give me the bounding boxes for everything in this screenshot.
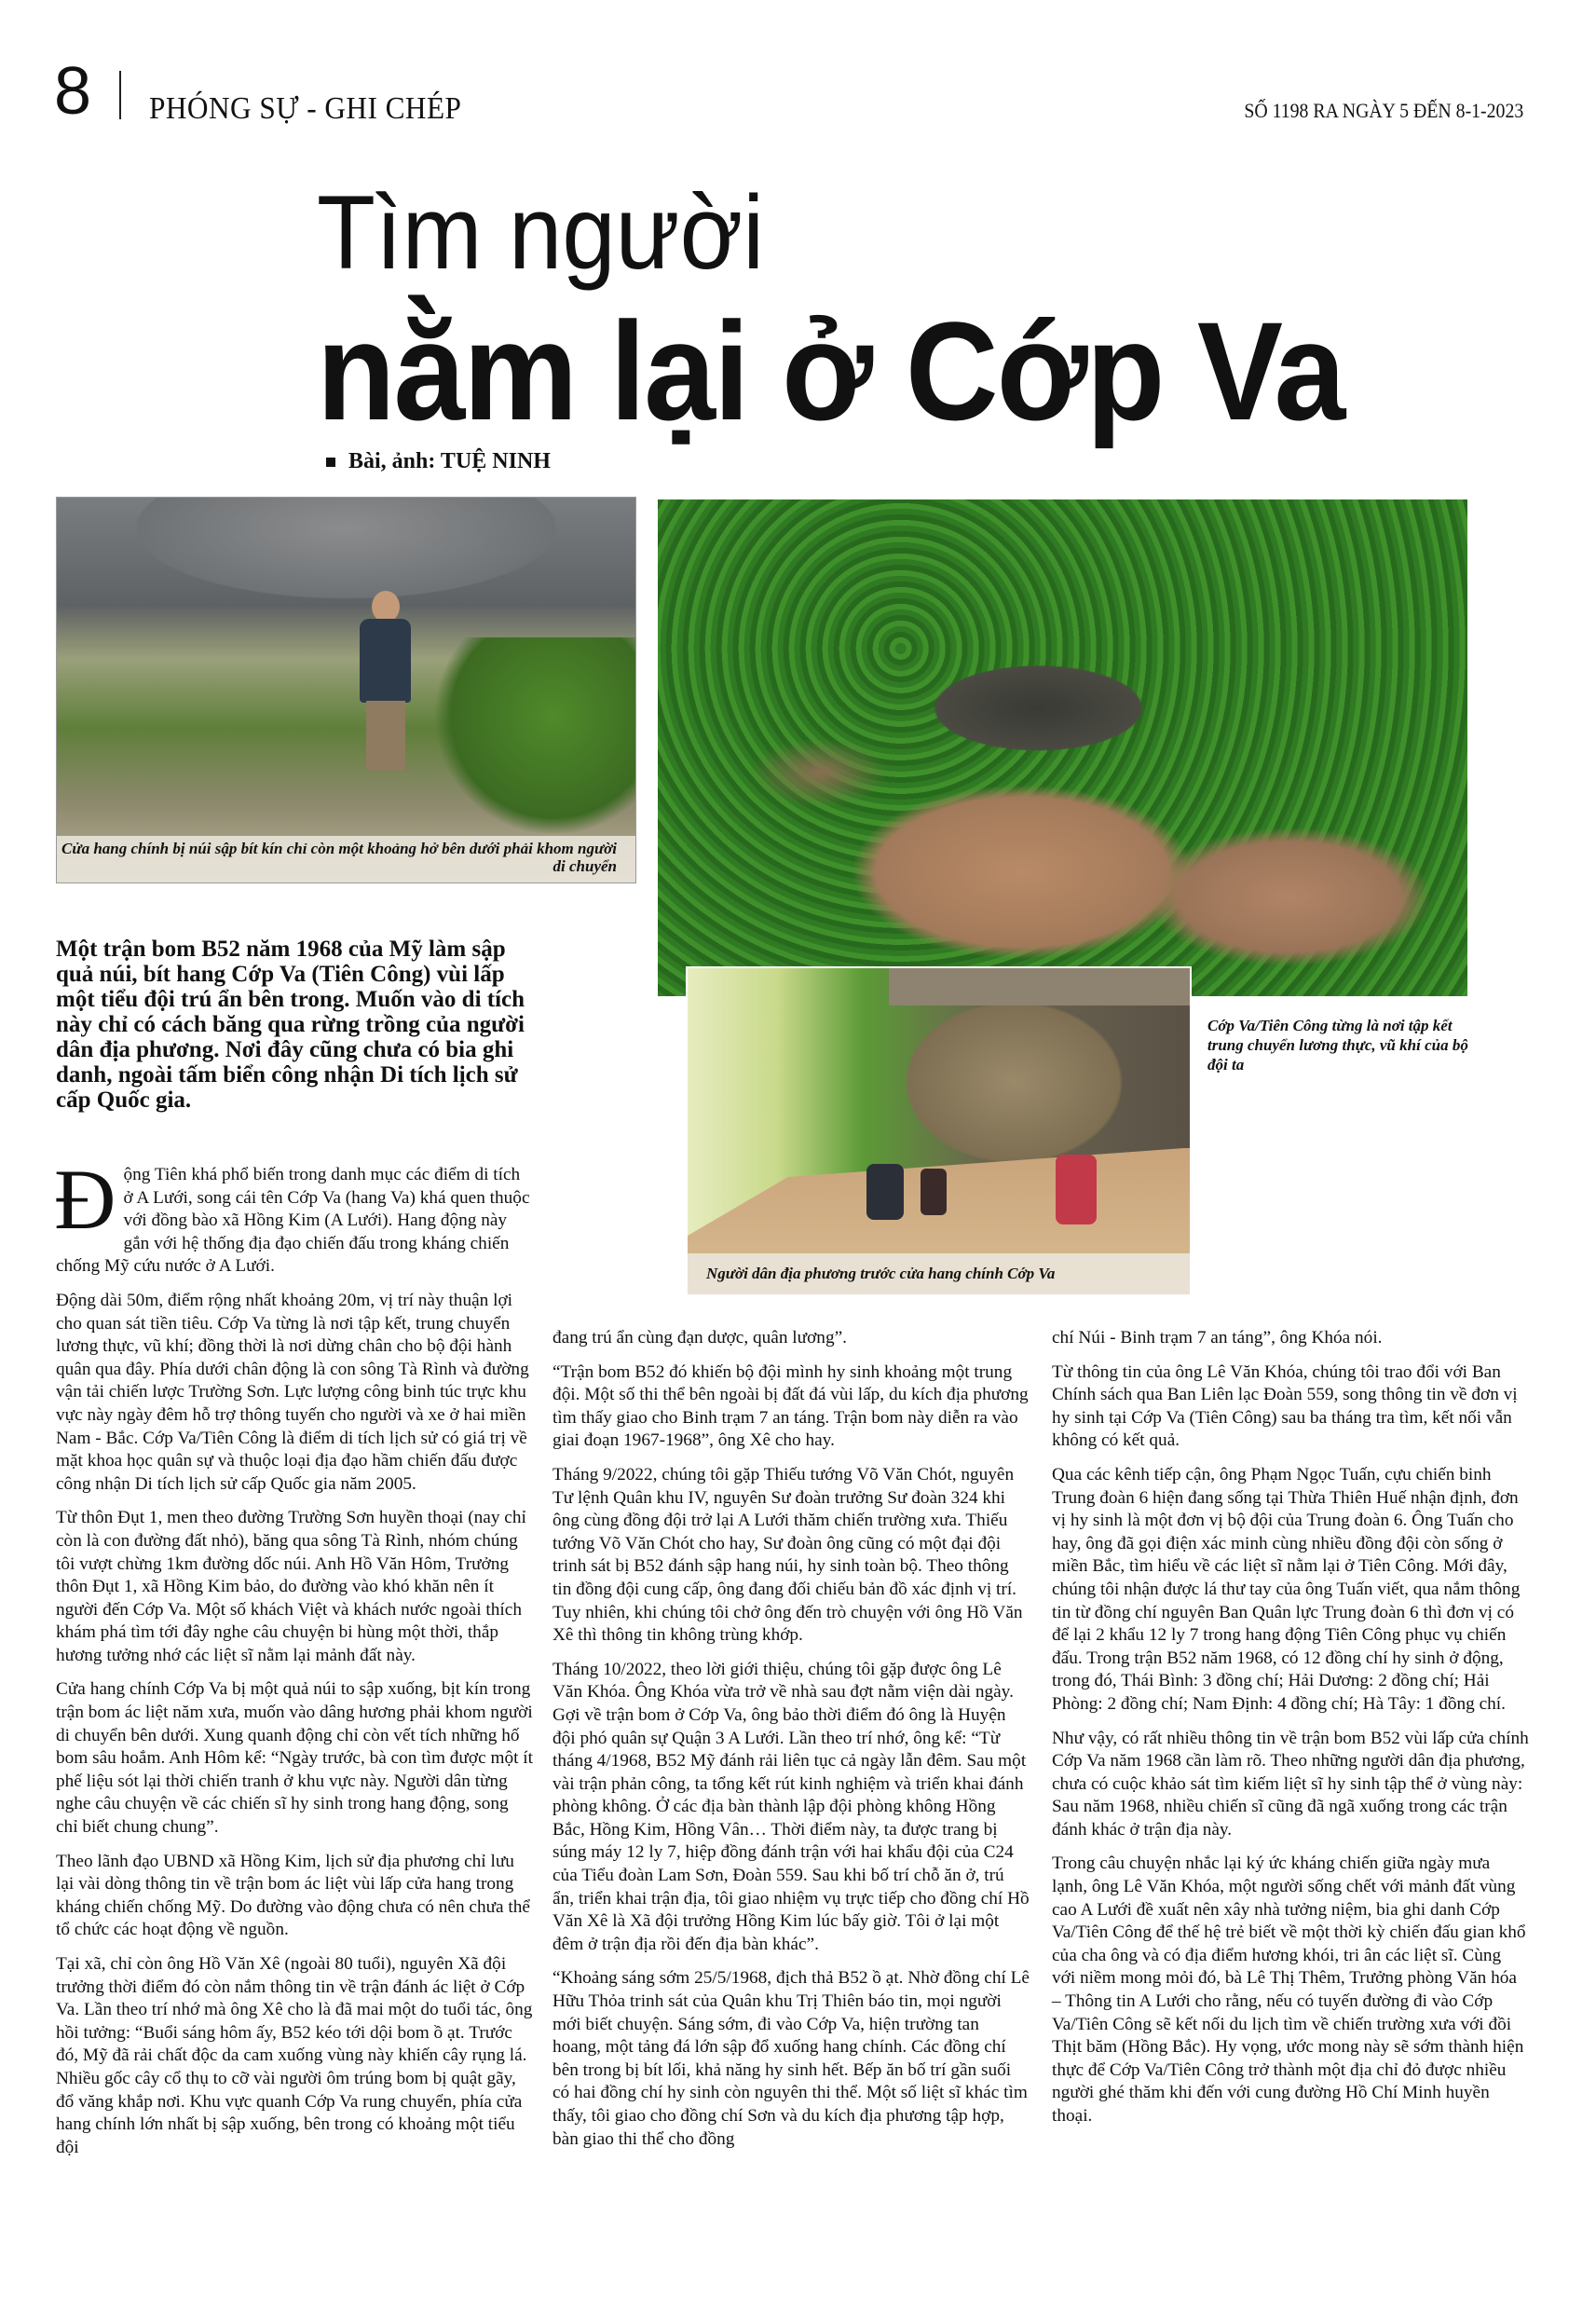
page-number: 8 — [54, 54, 92, 129]
header-divider — [119, 71, 121, 119]
photo-aerial-forest — [658, 499, 1467, 996]
paragraph-text: ộng Tiên khá phổ biến trong danh mục các điểm di tích ở A Lưới, song cái tên Cớp Va (hang Va) khá quen thuộc với đồng bào xã Hồng Kim (A Lưới). Hang động này gắn với hệ thống địa đạo chiến đấu trong kháng chiến chống Mỹ cứu nước ở A Lưới. — [56, 1165, 530, 1277]
paragraph: Tại xã, chỉ còn ông Hồ Văn Xê (ngoài 80 tuổi), nguyên Xã đội trưởng thời điểm đó còn nắm thông tin về trận đánh ác liệt ở Cớp Va. Lần theo trí nhớ mà ông Xê cho là đã mai một do tuổi tác, ông hồi tưởng: “Buổi sáng hôm ấy, B52 kéo tới dội bom ồ ạt. Trước đó, Mỹ đã rải chất độc da cam xuống vùng này khiến cây rụng lá. Nhiều gốc cây cổ thụ to cỡ vài người ôm trúng bom bị quật gãy, đổ văng khắp nơi. Khu vực quanh Cớp Va rung chuyển, phía cửa hang chính lớn nhất bị sập xuống, bên trong có khoảng một tiểu đội — [56, 1954, 533, 2157]
bullet-square-icon — [326, 458, 335, 467]
paragraph: Từ thôn Đụt 1, men theo đường Trường Sơn huyền thoại (nay chỉ còn là con đường đất nhỏ), băng qua sông Tà Rình, nhóm chúng tôi vượt chừng 1km đường dốc núi. Anh Hồ Văn Hôm, Trưởng thôn Đụt 1, xã Hồng Kim bảo, do đường vào khó khăn nên ít người đến Cớp Va. Một số khách Việt và khách nước ngoài thích khám phá tìm tới đây nghe câu chuyện bi hùng một thời, thắp hương tưởng nhớ các liệt sĩ nằm lại mảnh đất này. — [56, 1508, 526, 1665]
paragraph: “Trận bom B52 đó khiến bộ đội mình hy sinh khoảng một trung đội. Một số thi thể bên ngoài bị đất đá vùi lấp, du kích địa phương tìm thấy giao cho Binh trạm 7 an táng. Trận bom này diễn ra vào giai đoạn 1967-1968”, ông Xê cho hay. — [552, 1361, 1029, 1451]
paragraph — [54, 1152, 533, 1279]
photo-locals-at-cave — [686, 966, 1192, 1296]
photo-person-boy — [921, 1169, 947, 1215]
photo-rock — [889, 968, 1190, 1006]
paragraph: đang trú ẩn cùng đạn dược, quân lương”. — [552, 1328, 847, 1348]
lead-paragraph: Một trận bom B52 năm 1968 của Mỹ làm sập quả núi, bít hang Cớp Va (Tiên Công) vùi lấp một tiểu đội trú ẩn bên trong. Muốn vào di tích này chỉ có cách băng qua rừng trồng của người dân địa phương. Nơi đây cũng chưa có bia ghi danh, ngoài tấm biển công nhận Di tích lịch sử cấp Quốc gia. — [56, 937, 525, 1113]
paragraph: Qua các kênh tiếp cận, ông Phạm Ngọc Tuấn, cựu chiến binh Trung đoàn 6 hiện đang sống tại Thừa Thiên Huế nhận định, đơn vị hy sinh là một đơn vị bộ đội của Trung đoàn 6. Ông Tuấn cho hay, ông đã gọi điện xác minh cùng nhiều đồng đội còn sống ở miền Bắc, tìm hiểu về các liệt sĩ nằm lại ở Tiên Công. Mới đây, chúng tôi nhận được lá thư tay của ông Tuấn viết, qua nắm thông tin từ đồng chí nguyên Ban Quân lực Trung đoàn 6 thì đơn vị có để lại 2 khẩu 12 ly 7 trong hang động Tiên Công phục vụ chiến đấu. Trong trận B52 năm 1968, có 12 đồng chí hy sinh ở động, trong đó, Thái Bình: 3 đồng chí; Hải Dương: 2 đồng chí; Hải Phòng: 2 đồng chí; Nam Định: 4 đồng chí; Hà Tây: 1 đồng chí. — [1052, 1464, 1521, 1714]
headline-line-2: nằm lại ở Cớp Va — [317, 293, 1344, 449]
column-3 — [1052, 1327, 1529, 2140]
photo-cave-entrance — [56, 497, 636, 883]
headline-line-1: Tìm người — [317, 174, 765, 291]
byline — [326, 449, 551, 474]
paragraph: chí Núi - Binh trạm 7 an táng”, ông Khóa nói. — [1052, 1328, 1383, 1348]
photo3-caption: Người dân địa phương trước cửa hang chính Cớp Va — [688, 1253, 1190, 1294]
paragraph: “Khoảng sáng sớm 25/5/1968, địch thả B52 ồ ạt. Nhờ đồng chí Lê Hữu Thỏa trinh sát của Quân khu Trị Thiên báo tin, mọi người mới biết chuyện. Sáng sớm, đi vào Cớp Va, hiện trường tan hoang, một tảng đá lớn sập đổ xuống hang chính. Các đồng chí bên trong bị bít lối, khả năng hy sinh hết. Bếp ăn bố trí gần suối có hai đồng chí hy sinh còn nguyên thi thể. Một số liệt sĩ khác tìm thấy, tôi giao cho đồng chí Sơn và du kích địa phương tập hợp, bàn giao thi thể cho đồng — [552, 1968, 1030, 2149]
paragraph: Từ thông tin của ông Lê Văn Khóa, chúng tôi trao đổi với Ban Chính sách qua Ban Liên lạc Đoàn 559, song thông tin về đơn vị hy sinh tại Cớp Va (Tiên Công) sau ba tháng tra tìm, kết nối vẫn không có kết quả. — [1052, 1361, 1518, 1451]
byline-text: Bài, ảnh: TUỆ NINH — [348, 449, 551, 473]
paragraph: Động dài 50m, điểm rộng nhất khoảng 20m, vị trí này thuận lợi cho quan sát tiền tiêu. Cớp Va từng là nơi tập kết, trung chuyển lương thực, vũ khí; đồng thời là nơi dừng chân cho bộ đội hành quân qua đây. Phía dưới chân động là con sông Tà Rình và đường vận tải chiến lược Trường Sơn. Lực lượng công binh túc trực khu vực này ngày đêm hỗ trợ thông tuyến cho người và xe ở hai miền Nam - Bắc. Cớp Va/Tiên Công là điểm di tích lịch sử có giá trị về mặt khoa học quân sự và thuộc loại địa đạo hầm chiến đấu được công nhận Di tích lịch sử cấp Quốc gia năm 2005. — [56, 1290, 529, 1494]
photo-person-woman — [1056, 1155, 1097, 1224]
photo1-caption: Cửa hang chính bị núi sập bít kín chỉ còn một khoảng hở bên dưới phải khom người di chuyển — [57, 836, 635, 882]
paragraph: Trong câu chuyện nhắc lại ký ức kháng chiến giữa ngày mưa lạnh, ông Lê Văn Khóa, một người sống chết với mảnh đất vùng cao A Lưới đề xuất nên xây nhà tưởng niệm, bia ghi danh Cớp Va/Tiên Công để thế hệ trẻ biết về một thời kỳ chiến đấu gian khổ của cha ông và có địa điểm hương khói, tri ân các liệt sĩ. Cùng với niềm mong mỏi đó, bà Lê Thị Thêm, Trưởng phòng Văn hóa – Thông tin A Lưới cho rằng, nếu có tuyến đường đi vào Cớp Va/Tiên Công sẽ kết nối du lịch tìm về chiến trường xưa với đồi Thịt băm (Hồng Bắc). Hy vọng, ước mong này sẽ sớm thành hiện thực để Cớp Va/Tiên Công trở thành một địa chỉ đỏ được nhiều người ghé thăm khi đến với cung đường Hồ Chí Minh huyền thoại. — [1052, 1854, 1526, 2126]
section-name: PHÓNG SỰ - GHI CHÉP — [149, 91, 462, 126]
paragraph: Cửa hang chính Cớp Va bị một quả núi to sập xuống, bịt kín trong trận bom ác liệt năm xưa, muốn vào dâng hương phải khom người di chuyển bên dưới. Xung quanh động chỉ còn vết tích những hố bom sâu hoắm. Anh Hôm kể: “Ngày trước, bà con tìm được một ít phế liệu sót lại thời chiến tranh ở khu vực này. Người dân từng nghe câu chuyện về các chiến sĩ hy sinh trong hang động, song chỉ biết chung chung”. — [56, 1679, 533, 1838]
column-1 — [54, 1152, 533, 2170]
issue-info: SỐ 1198 RA NGÀY 5 ĐẾN 8-1-2023 — [1244, 99, 1523, 122]
photo-person-body — [360, 619, 411, 703]
photo-person-legs — [366, 701, 405, 771]
photo-foliage — [430, 637, 635, 833]
drop-cap: Đ — [54, 1152, 116, 1247]
column-2 — [552, 1327, 1030, 2162]
paragraph: Tháng 9/2022, chúng tôi gặp Thiếu tướng Võ Văn Chót, nguyên Tư lệnh Quân khu IV, nguyên Sư đoàn trưởng Sư đoàn 324 khi ông cùng đồng đội trở lại A Lưới thăm chiến trường xưa. Thiếu tướng Võ Văn Chót cho hay, Sư đoàn ông cũng có một đại đội trinh sát bị B52 đánh sập hang núi, hy sinh toàn bộ. Theo thông tin đồng đội cung cấp, ông đang đối chiếu bản đồ xác định vị trí. Tuy nhiên, khi chúng tôi chở ông đến trò chuyện với ông Hồ Văn Xê thì thông tin không trùng khớp. — [552, 1464, 1023, 1646]
paragraph: Tháng 10/2022, theo lời giới thiệu, chúng tôi gặp được ông Lê Văn Khóa. Ông Khóa vừa trở về nhà sau đợt nằm viện dài ngày. Gợi về trận bom ở Cớp Va, ông bảo thời điểm đó ông là Huyện đội phó quân sự Quận 3 A Lưới. Lần theo trí nhớ, ông kể: “Từ tháng 4/1968, B52 Mỹ đánh rải liên tục cả ngày lẫn đêm. Sau một vài trận phản công, ta tổng kết rút kinh nghiệm và triển khai đánh phòng không. Ở các địa bàn thành lập đội phòng không Hồng Bắc, Hồng Kim, Hồng Vân… Thời điểm này, ta được trang bị súng máy 12 ly 7, hiệp đồng đánh trận với hai khẩu đội của C24 của Tiểu đoàn Lam Sơn, Đoàn 559. Sau khi bố trí chỗ ăn ở, trú ẩn, triển khai trận địa, tôi giao nhiệm vụ trực tiếp cho đồng chí Hồ Văn Xê là Xã đội trưởng Hồng Kim lúc bấy giờ. Tôi ở lại một đêm ở trận địa rồi đến địa bàn khác”. — [552, 1659, 1030, 1954]
photo-person-man — [866, 1164, 904, 1220]
photo2-caption: Cớp Va/Tiên Công từng là nơi tập kết trung chuyển lương thực, vũ khí của bộ đội ta — [1207, 1017, 1468, 1074]
paragraph: Như vậy, có rất nhiều thông tin về trận bom B52 vùi lấp cửa chính Cớp Va năm 1968 cần làm rõ. Theo những người dân địa phương, chưa có cuộc khảo sát tìm kiếm liệt sĩ hy sinh tập thể ở vùng này: Sau năm 1968, nhiều chiến sĩ cũng đã ngã xuống trong các trận đánh khác ở trận địa này. — [1052, 1728, 1529, 1840]
paragraph: Theo lãnh đạo UBND xã Hồng Kim, lịch sử địa phương chỉ lưu lại vài dòng thông tin về trận bom ác liệt vùi lấp cửa hang trong kháng chiến chống Mỹ. Do đường vào động chưa có nên chưa thể tổ chức các hoạt động về nguồn. — [56, 1851, 530, 1940]
photo-person-head — [372, 591, 400, 622]
